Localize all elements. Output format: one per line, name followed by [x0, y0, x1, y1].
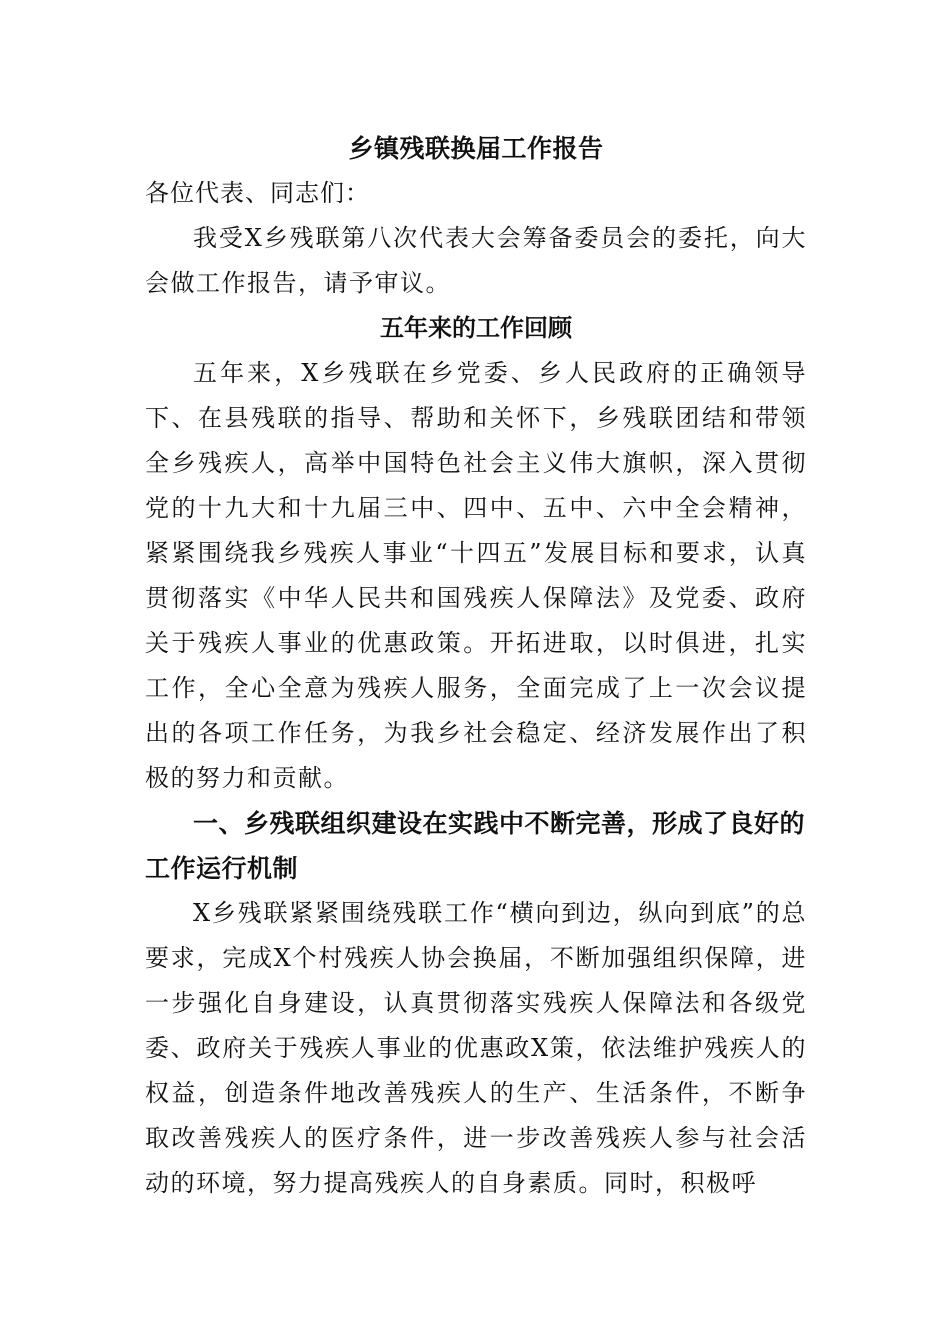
document-body: [145, 127, 807, 1206]
heading-one: 一、乡残联组织建设在实践中不断完善，形成了良好的工作运行机制: [145, 809, 806, 883]
review-paragraph: 五年来，X乡残联在乡党委、乡人民政府的正确领导下、在县残联的指导、帮助和关怀下，乡残联团结和带领全乡残疾人，高举中国特色社会主义伟大旗帜，深入贯彻党的十九大和十九届三中、四中、五中、六中全会精神，紧紧围绕我乡残疾人事业“十四五”发展目标和要求，认真贯彻落实《中华人民共和国残疾人保障法》及党委、政府关于残疾人事业的优惠政策。开拓进取，以时俱进，扎实工作，全心全意为残疾人服务，全面完成了上一次会议提出的各项工作任务，为我乡社会稳定、经济发展作出了积极的努力和贡献。: [145, 359, 807, 792]
document-title: 乡镇残联换届工作报告: [348, 134, 604, 163]
intro-paragraph: 我受X乡残联第八次代表大会筹备委员会的委托，向大会做工作报告，请予审议。: [145, 224, 807, 297]
paragraph-one: X乡残联紧紧围绕残联工作“横向到边，纵向到底”的总要求，完成X个村残疾人协会换届，不断加强组织保障，进一步强化自身建设，认真贯彻落实残疾人保障法和各级党委、政府关于残疾人事业的优惠政X策，依法维护残疾人的权益，创造条件地改善残疾人的生产、生活条件，不断争取改善残疾人的医疗条件，进一步改善残疾人参与社会活动的环境，努力提高残疾人的自身素质。同时，积极呼: [145, 899, 807, 1197]
section-title: 五年来的工作回顾: [380, 314, 572, 342]
salutation: 各位代表、同志们：: [145, 179, 370, 207]
